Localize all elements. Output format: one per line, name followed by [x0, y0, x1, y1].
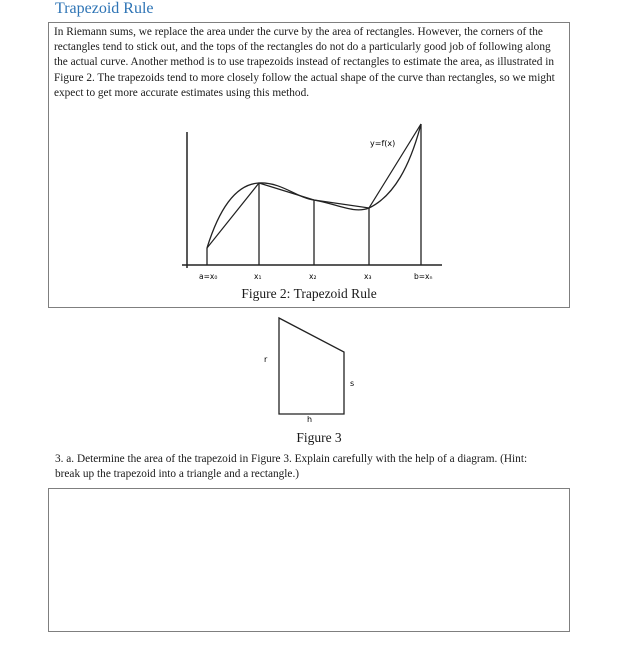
x-label-a: a=x₀	[199, 272, 218, 281]
x-label-x2: x₂	[309, 272, 317, 281]
x-label-x3: x₃	[364, 272, 372, 281]
section-title: Trapezoid Rule	[55, 0, 154, 17]
answer-box[interactable]	[48, 488, 570, 632]
figure-3-caption: Figure 3	[296, 430, 342, 445]
x-label-b: b=xₙ	[414, 272, 433, 281]
x-label-x1: x₁	[254, 272, 262, 281]
figure-3-trapezoid	[250, 314, 370, 426]
label-r: r	[264, 355, 268, 364]
trapezoid-shape	[279, 318, 344, 414]
intro-paragraph: In Riemann sums, we replace the area under the curve by the area of rectangles. However, the corners of the rectangles tend to stick out, and the tops of the rectangles do not do a particularly good job of following along the actual curve. Another method is to use trapezoids instead of rectangles to estimate the area, as illustrated in Figure 2. The trapezoids tend to more closely follow the actual shape of the curve than rectangles, so we might expect to get more accurate estimates using this method.	[54, 26, 555, 99]
label-h: h	[307, 415, 313, 424]
figure-2-caption: Figure 2: Trapezoid Rule	[241, 286, 377, 301]
label-s: s	[350, 379, 355, 388]
question-3a	[55, 452, 555, 482]
figure-2-graph	[132, 96, 462, 286]
curve-label: y=f(x)	[370, 139, 396, 148]
question-number: 3. a.	[55, 453, 75, 465]
question-text: Determine the area of the trapezoid in Figure 3. Explain carefully with the help of a diagram. (Hint: break up the trapezoid into a triangle and a rectangle.)	[55, 453, 528, 480]
